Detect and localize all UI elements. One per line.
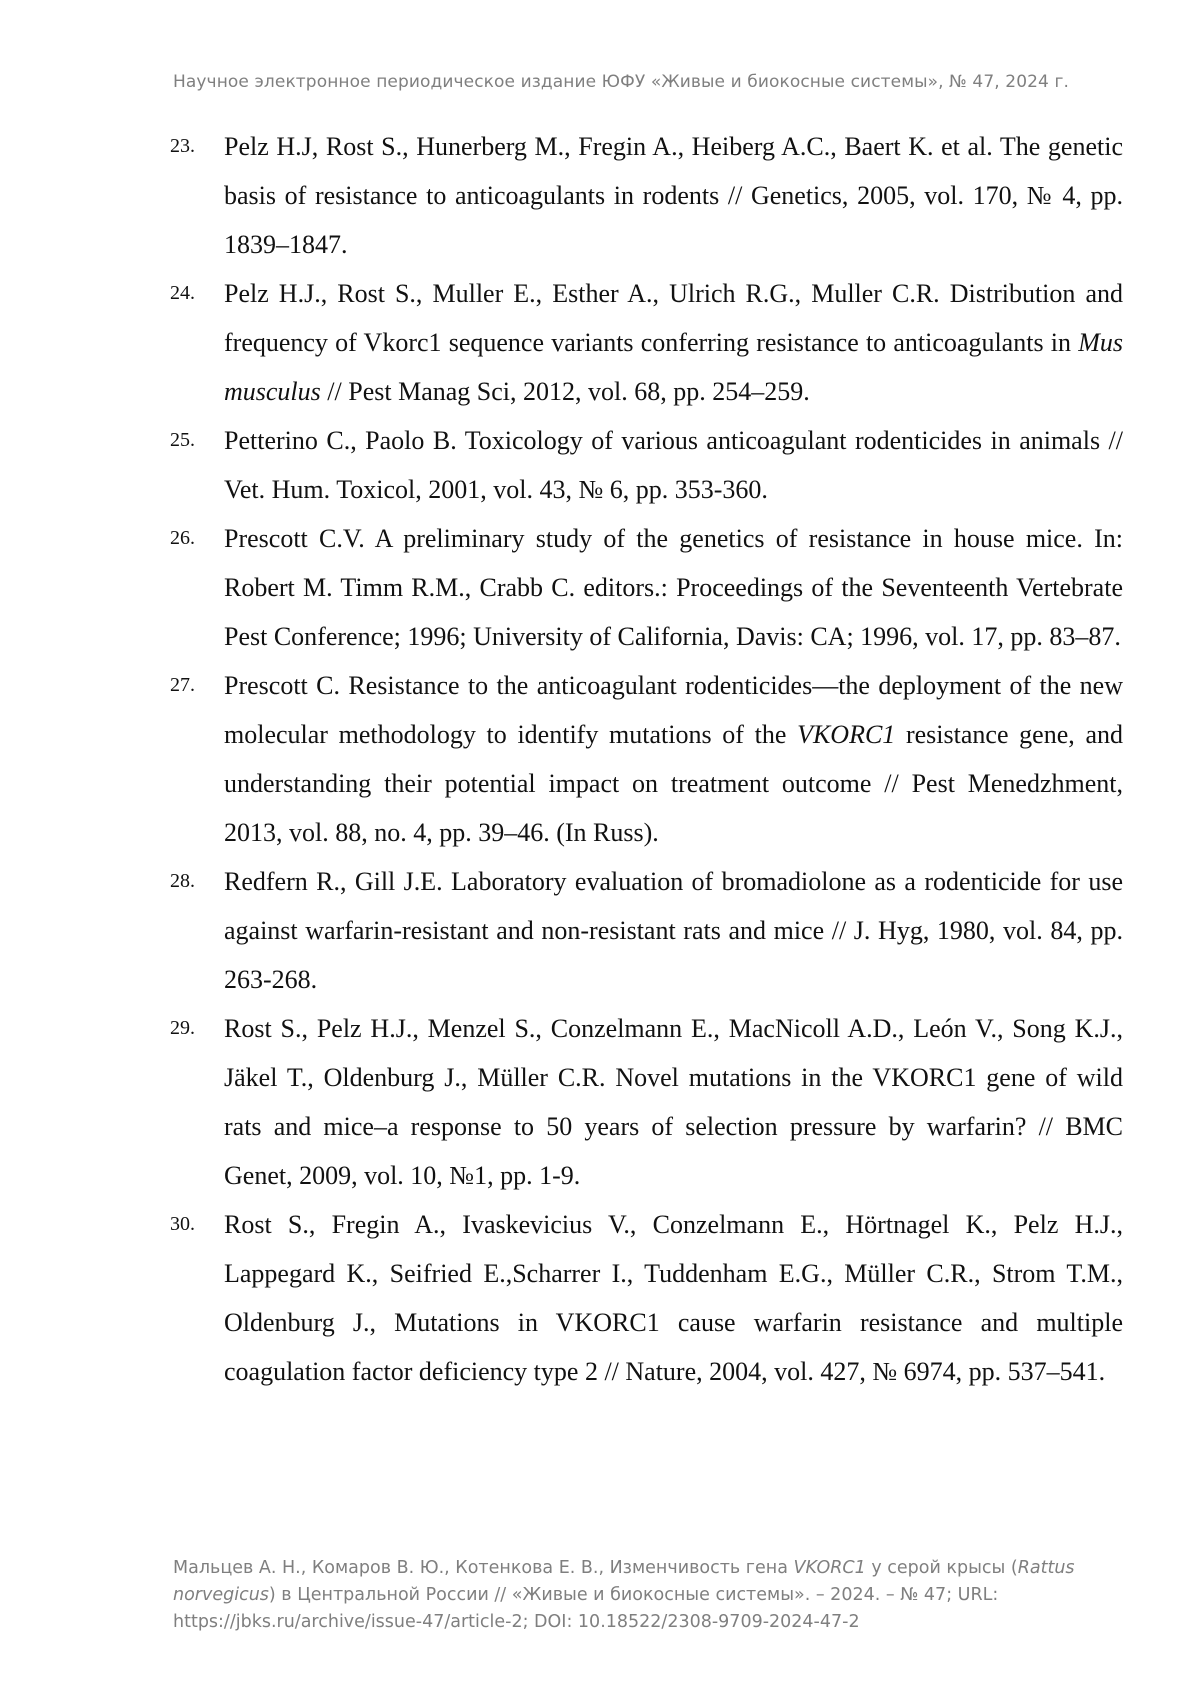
reference-text: Redfern R., Gill J.E. Laboratory evaluation of bromadiolone as a rodenticide for use against warfarin-resistant and non-resistant rats and mice // J. Hyg, 1980, vol. 84, pp. 263-268. [224,867,1123,994]
reference-number: 26. [170,527,195,549]
reference-list [168,122,1123,1396]
reference-item [168,857,1123,1004]
reference-item [168,1004,1123,1200]
reference-item [168,661,1123,857]
reference-text: Pelz H.J., Rost S., Muller E., Esther A., Ulrich R.G., Muller C.R. Distribution and frequency of Vkorc1 sequence variants conferring resistance to anticoagulants in Mus musculus // Pest Manag Sci, 2012, vol. 68, pp. 254–259. [224,279,1123,406]
reference-item [168,514,1123,661]
reference-number: 30. [170,1213,195,1235]
gene-name: VKORC1 [797,720,896,749]
reference-number: 27. [170,674,195,696]
reference-number: 23. [170,135,195,157]
reference-text: Rost S., Fregin A., Ivaskevicius V., Conzelmann E., Hörtnagel K., Pelz H.J., Lappegard K., Seifried E.,Scharrer I., Tuddenham E.G., Müller C.R., Strom T.M., Oldenburg J., Mutations in VKORC1 cause warfarin resistance and multiple coagulation factor deficiency type 2 // Nature, 2004, vol. 427, № 6974, pp. 537–541. [224,1210,1123,1386]
reference-item [168,1200,1123,1396]
reference-number: 28. [170,870,195,892]
reference-text: Prescott C.V. A preliminary study of the genetics of resistance in house mice. In: Robert M. Timm R.M., Crabb C. editors.: Proceedings of the Seventeenth Vertebrate Pest Conference; 1996; University of California, Davis: CA; 1996, vol. 17, pp. 83–87. [224,524,1123,651]
reference-text: Petterino C., Paolo B. Toxicology of various anticoagulant rodenticides in animals // Vet. Hum. Toxicol, 2001, vol. 43, № 6, pp. 353-360. [224,426,1123,504]
gene-name: VKORC1 [793,1558,866,1578]
reference-text: Pelz H.J, Rost S., Hunerberg M., Fregin A., Heiberg A.C., Baert K. et al. The genetic basis of resistance to anticoagulants in rodents // Genetics, 2005, vol. 170, № 4, pp. 1839–1847. [224,132,1123,259]
reference-number: 29. [170,1017,195,1039]
species-name: Mus musculus [224,328,1123,406]
species-name: Rattus norvegicus [173,1558,1075,1605]
reference-item [168,269,1123,416]
running-header: Научное электронное периодическое издание ЮФУ «Живые и биокосные системы», № 47, 2024 г. [173,72,1069,92]
reference-number: 24. [170,282,195,304]
reference-text: Rost S., Pelz H.J., Menzel S., Conzelmann E., MacNicoll A.D., León V., Song K.J., Jäkel T., Oldenburg J., Müller C.R. Novel mutations in the VKORC1 gene of wild rats and mice–a response to 50 years of selection pressure by warfarin? // BMC Genet, 2009, vol. 10, №1, pp. 1-9. [224,1014,1123,1190]
reference-text: Prescott C. Resistance to the anticoagulant rodenticides—the deployment of the new molecular methodology to identify mutations of the VKORC1 resistance gene, and understanding their potential impact on treatment outcome // Pest Menedzhment, 2013, vol. 88, no. 4, pp. 39–46. (In Russ). [224,671,1123,847]
citation-footer: Мальцев А. Н., Комаров В. Ю., Котенкова Е. В., Изменчивость гена VKORC1 у серой крысы (Rattus norvegicus) в Центральной России // «Живые и биокосные системы». – 2024. – № 47; URL: https://jbks.ru/archive/issue-47/article-2; DOI: 10.18522/2308-9709-2024-47-2 [173,1558,1075,1632]
reference-item [168,122,1123,269]
reference-item [168,416,1123,514]
reference-number: 25. [170,429,195,451]
